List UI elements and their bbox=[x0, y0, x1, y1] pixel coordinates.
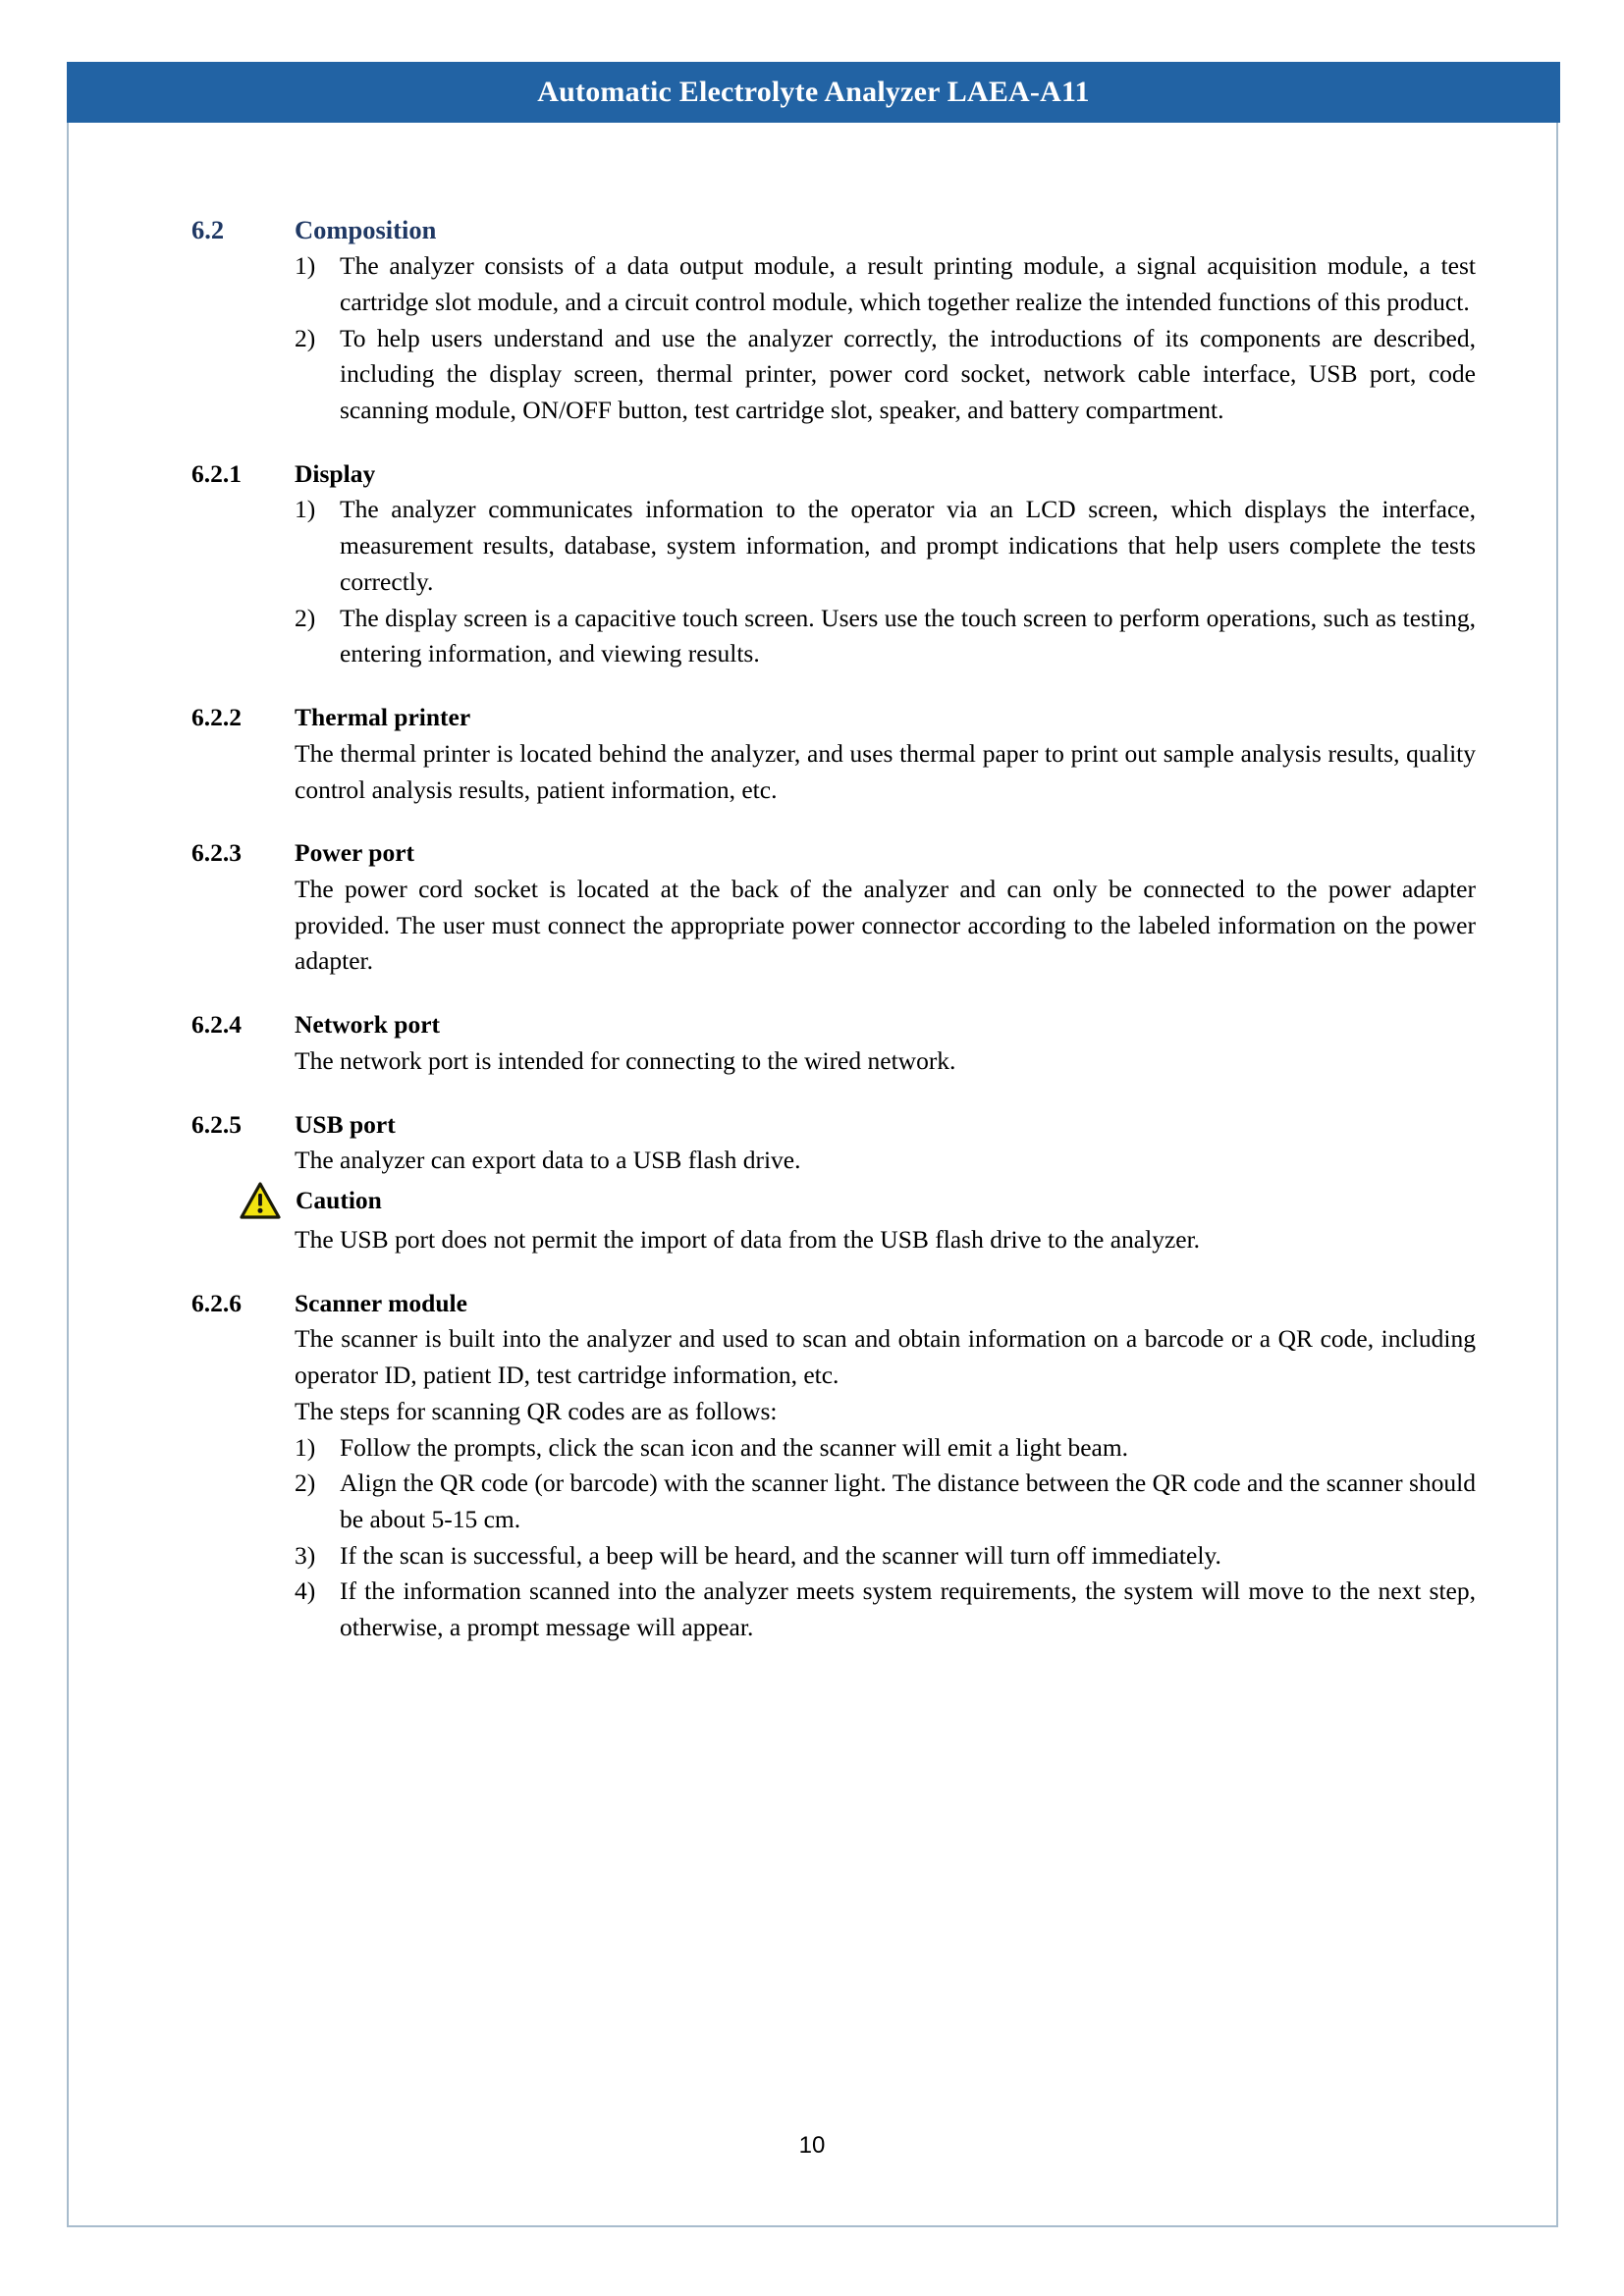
list-marker: 2) bbox=[295, 603, 316, 632]
section-6-2-6-list bbox=[295, 1430, 1476, 1646]
section-6-2-5-paragraph: The analyzer can export data to a USB flash drive. bbox=[295, 1146, 801, 1175]
list-item-text: To help users understand and use the analyzer correctly, the introductions of its components are described, including the display screen, thermal printer, power cord socket, network cable interface, USB port, code scanning module, ON/OFF button, test cartridge slot, speaker, and battery compartment. bbox=[340, 323, 1476, 425]
section-title: Composition bbox=[295, 215, 437, 244]
list-item-text: The analyzer consists of a data output module, a result printing module, a signal acquisition module, a test cartridge slot module, and a circuit control module, which together realize the intended functions of this product. bbox=[340, 251, 1476, 316]
section-number: 6.2.1 bbox=[191, 458, 242, 488]
section-6-2-1-list bbox=[295, 492, 1476, 672]
section-title: USB port bbox=[295, 1109, 396, 1139]
section-number: 6.2.6 bbox=[191, 1288, 242, 1317]
section-title: Power port bbox=[295, 838, 415, 868]
spacer bbox=[191, 672, 1476, 700]
section-6-2-6-intro: The steps for scanning QR codes are as follows: bbox=[295, 1396, 778, 1425]
list-item bbox=[295, 1574, 1476, 1645]
section-6-2-6-paragraph: The scanner is built into the analyzer and used to scan and obtain information on a barcode or a QR code, including operator ID, patient ID, test cartridge information, etc. bbox=[295, 1324, 1476, 1390]
section-number: 6.2.2 bbox=[191, 703, 242, 732]
section-6-2-3-paragraph: The power cord socket is located at the back of the analyzer and can only be connected to the power adapter provided. The user must connect the appropriate power connector according to the labeled information on the power adapter. bbox=[295, 874, 1476, 976]
list-item bbox=[295, 492, 1476, 600]
section-number: 6.2.3 bbox=[191, 838, 242, 868]
spacer bbox=[191, 808, 1476, 835]
section-title: Display bbox=[295, 458, 376, 488]
section-6-2-4-paragraph: The network port is intended for connecting to the wired network. bbox=[295, 1045, 956, 1075]
list-item-text: If the scan is successful, a beep will be heard, and the scanner will turn off immediately. bbox=[340, 1540, 1221, 1570]
document-title: Automatic Electrolyte Analyzer LAEA-A11 bbox=[537, 76, 1090, 108]
section-heading-6-2-4 bbox=[191, 1007, 1476, 1043]
list-marker: 2) bbox=[295, 1468, 316, 1498]
list-item bbox=[295, 248, 1476, 320]
section-heading-6-2 bbox=[191, 211, 1476, 248]
list-item bbox=[295, 1538, 1476, 1575]
section-heading-6-2-1 bbox=[191, 456, 1476, 493]
list-marker: 4) bbox=[295, 1576, 316, 1606]
document-body bbox=[191, 211, 1476, 1646]
section-number: 6.2.5 bbox=[191, 1109, 242, 1139]
section-title: Thermal printer bbox=[295, 703, 471, 732]
section-6-2-2-paragraph: The thermal printer is located behind the analyzer, and uses thermal paper to print out sample analysis results, quality control analysis results, patient information, etc. bbox=[295, 738, 1476, 804]
spacer bbox=[191, 1258, 1476, 1286]
list-item-text: Align the QR code (or barcode) with the scanner light. The distance between the QR code and the scanner should be about 5-15 cm. bbox=[340, 1468, 1476, 1533]
section-heading-6-2-3 bbox=[191, 835, 1476, 872]
list-item-text: If the information scanned into the analyzer meets system requirements, the system will move to the next step, otherwise, a prompt message will appear. bbox=[340, 1576, 1476, 1642]
warning-triangle-icon bbox=[239, 1179, 282, 1222]
section-number: 6.2 bbox=[191, 215, 225, 244]
list-item bbox=[295, 601, 1476, 672]
list-marker: 2) bbox=[295, 323, 316, 352]
list-marker: 1) bbox=[295, 495, 316, 524]
list-item bbox=[295, 1430, 1476, 1467]
section-6-2-5-caution-text: The USB port does not permit the import of data from the USB flash drive to the analyzer. bbox=[295, 1224, 1201, 1254]
section-6-2-list bbox=[295, 248, 1476, 429]
document-header-banner bbox=[67, 62, 1560, 123]
section-heading-6-2-2 bbox=[191, 700, 1476, 736]
list-marker: 1) bbox=[295, 251, 316, 281]
section-heading-6-2-5 bbox=[191, 1107, 1476, 1144]
page-number: 10 bbox=[798, 2132, 826, 2159]
list-item bbox=[295, 1466, 1476, 1537]
list-item-text: Follow the prompts, click the scan icon and the scanner will emit a light beam. bbox=[340, 1432, 1129, 1462]
spacer bbox=[191, 429, 1476, 456]
section-title: Network port bbox=[295, 1010, 441, 1040]
caution-block bbox=[239, 1179, 1476, 1222]
list-item-text: The display screen is a capacitive touch screen. Users use the touch screen to perform operations, such as testing, entering information, and viewing results. bbox=[340, 603, 1476, 668]
spacer bbox=[191, 1080, 1476, 1107]
section-title: Scanner module bbox=[295, 1288, 467, 1317]
list-item bbox=[295, 321, 1476, 429]
section-heading-6-2-6 bbox=[191, 1286, 1476, 1322]
list-marker: 3) bbox=[295, 1540, 316, 1570]
spacer bbox=[191, 980, 1476, 1007]
caution-label: Caution bbox=[296, 1185, 382, 1214]
section-number: 6.2.4 bbox=[191, 1010, 242, 1040]
list-item-text: The analyzer communicates information to the operator via an LCD screen, which displays the interface, measurement results, database, system information, and prompt indications that help users complete the tests correctly. bbox=[340, 495, 1476, 596]
list-marker: 1) bbox=[295, 1432, 316, 1462]
